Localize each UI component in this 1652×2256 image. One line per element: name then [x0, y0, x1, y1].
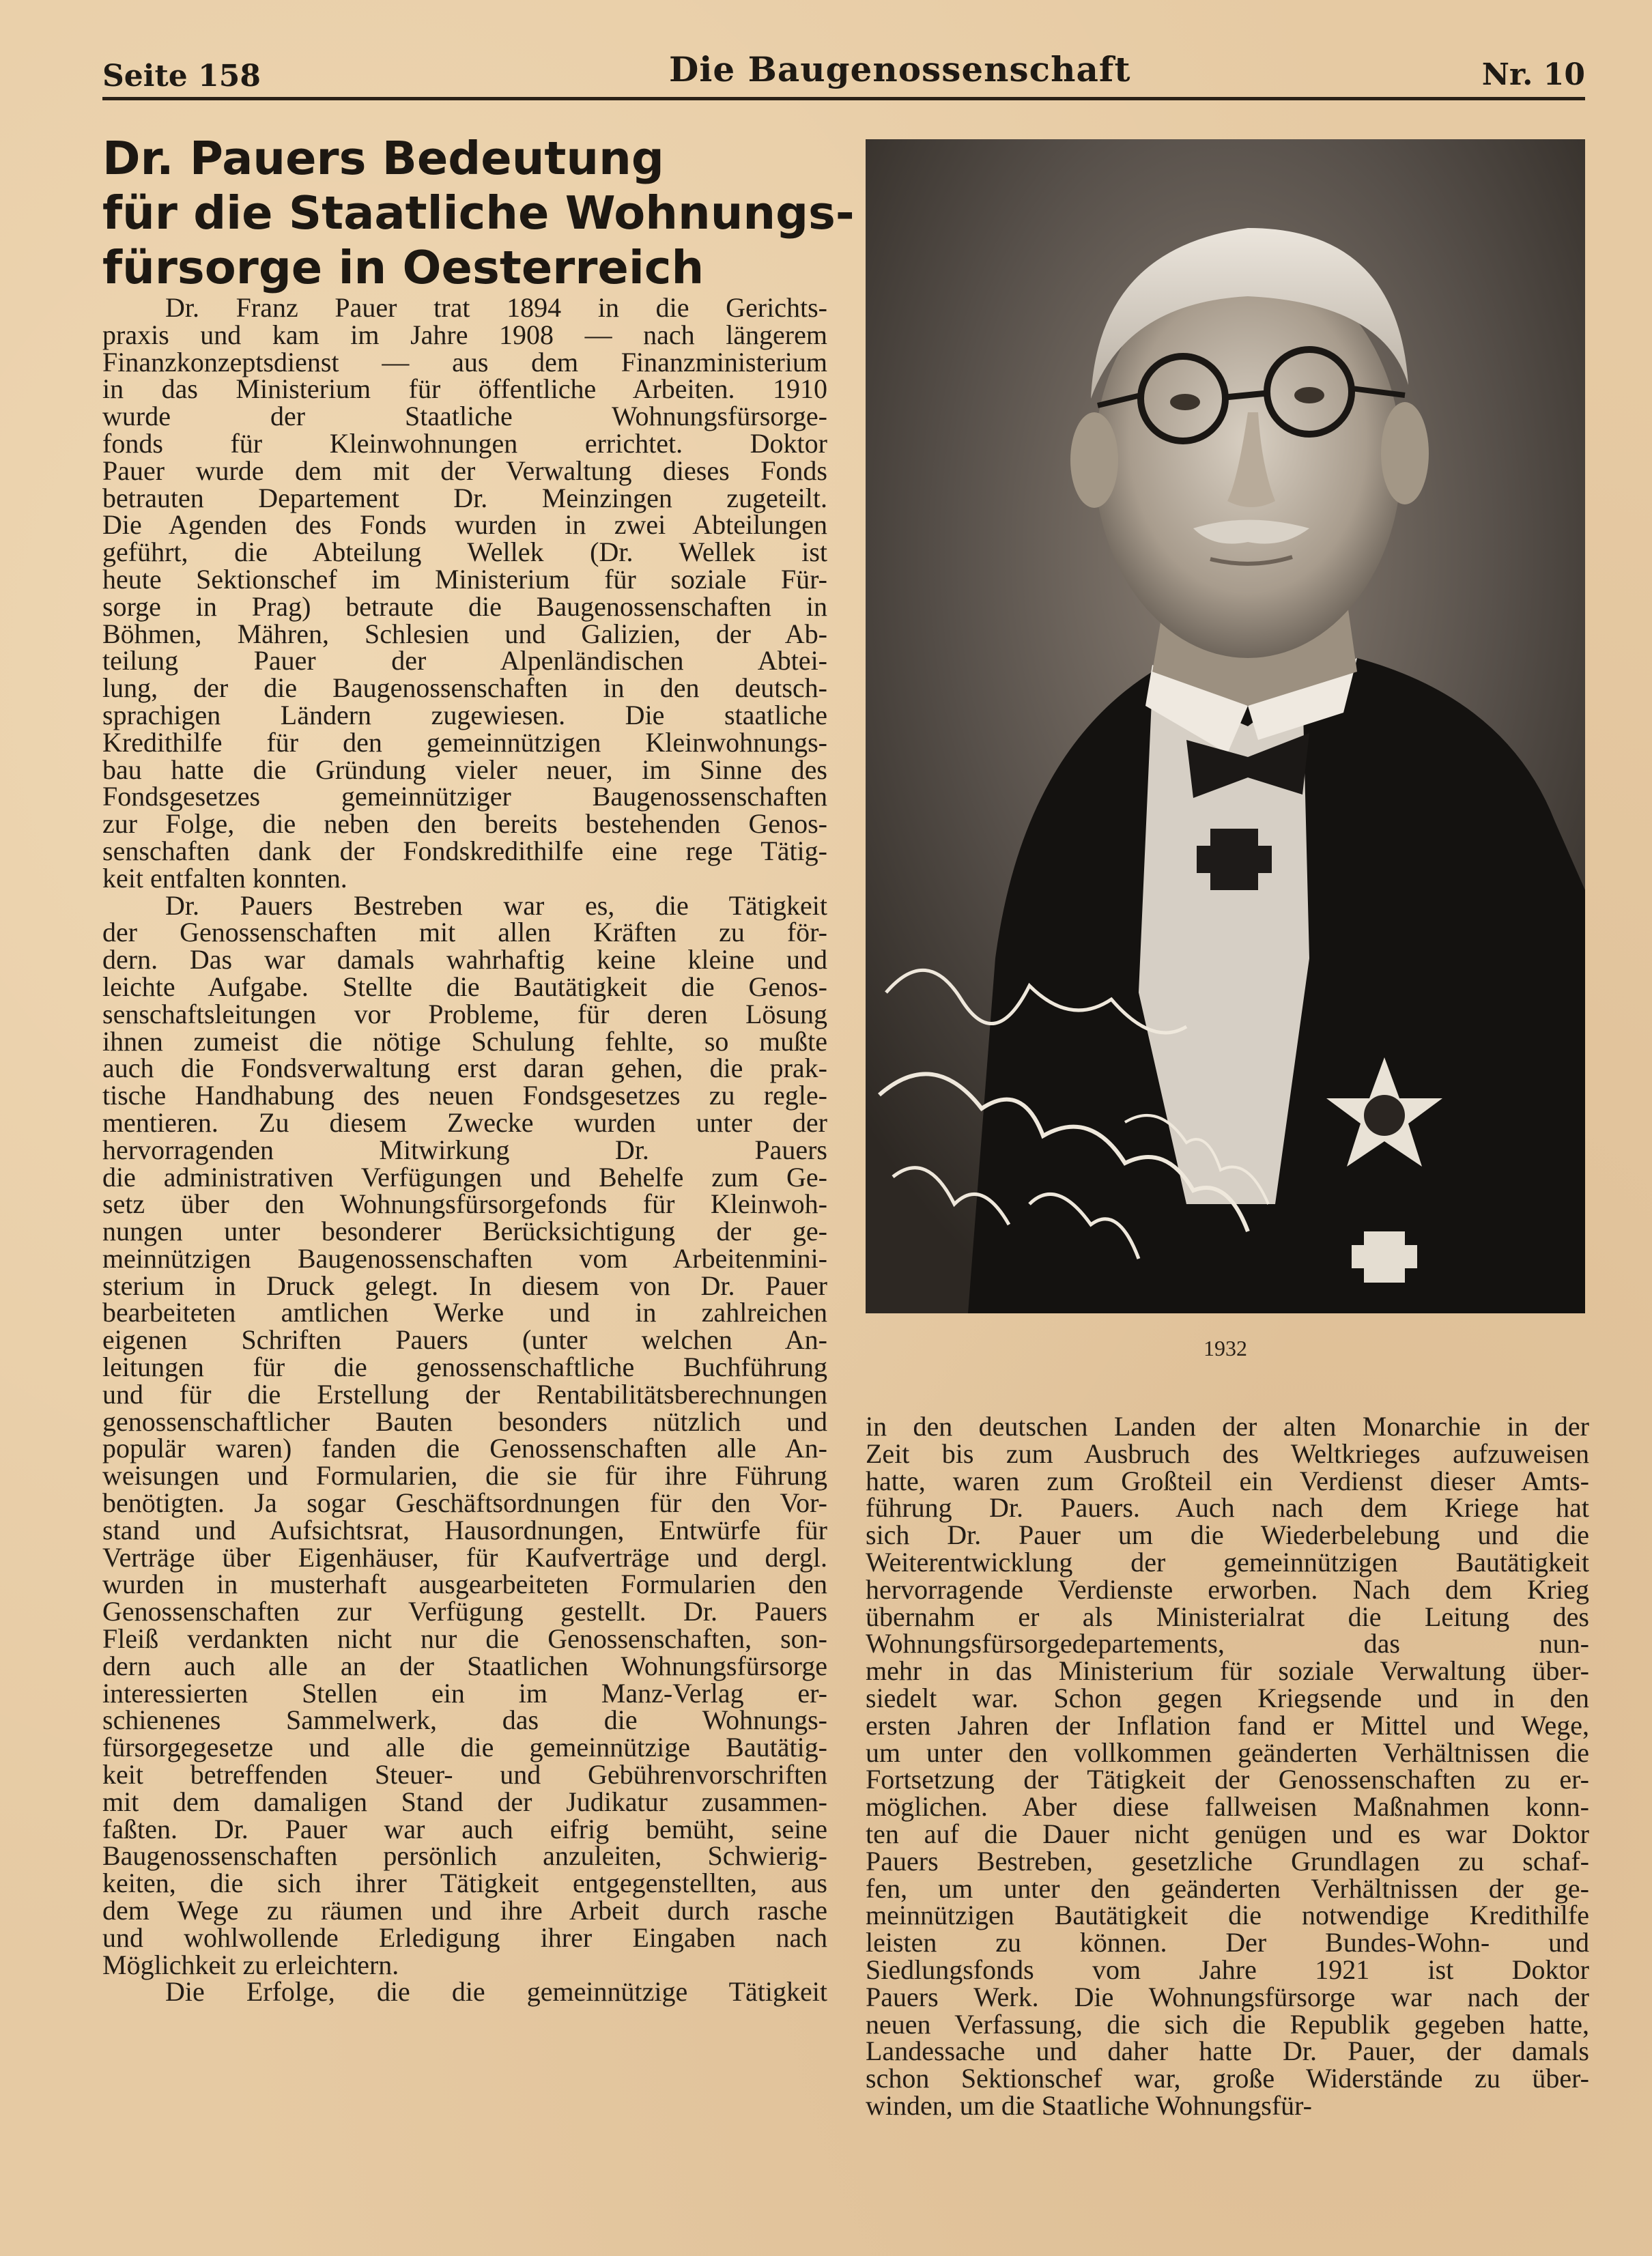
text-line: Pauers Bestreben, gesetzliche Grundlagen zu schaf- [866, 1845, 1589, 1876]
header-rule [102, 97, 1585, 100]
text-line: leitungen für die genossenschaftliche Buchführung [102, 1352, 827, 1383]
text-line: Die Erfolge, die die gemeinnützige Tätigkeit [165, 1976, 827, 2008]
text-line: Landessache und daher hatte Dr. Pauer, der damals [866, 2036, 1589, 2067]
text-line: heute Sektionschef im Ministerium für soziale Für- [102, 563, 827, 595]
text-line: lung, der die Baugenossenschaften in den deutsch- [102, 672, 827, 704]
text-line: Verträge über Eigenhäuser, für Kaufverträge und dergl. [102, 1541, 827, 1573]
text-line: Genossenschaften zur Verfügung gestellt. Dr. Pauers [102, 1596, 827, 1627]
text-line: Weiterentwicklung der gemeinnützigen Bautätigkeit [866, 1546, 1589, 1577]
text-line: bearbeiteten amtlichen Werke und in zahlreichen [102, 1297, 827, 1328]
text-line: Finanzkonzeptsdienst — aus dem Finanzministerium [102, 346, 827, 377]
text-line: übernahm er als Ministerialrat die Leitung des [866, 1601, 1589, 1632]
text-line: meinnützigen Baugenossenschaften vom Arbeitenmini- [102, 1242, 827, 1274]
text-line: sprachigen Ländern zugewiesen. Die staatliche [102, 699, 827, 730]
text-line: ihnen zumeist die nötige Schulung fehlte, so mußte [102, 1025, 827, 1057]
text-line: mit dem damaligen Stand der Judikatur zusammen- [102, 1786, 827, 1817]
text-line: genossenschaftlicher Bauten besonders nützlich und [102, 1405, 827, 1437]
text-line: und für die Erstellung der Rentabilitätsberechnungen [102, 1378, 827, 1410]
portrait-photo [866, 139, 1585, 1313]
text-line: in das Ministerium für öffentliche Arbeiten. 1910 [102, 373, 827, 405]
text-line: leichte Aufgabe. Stellte die Bautätigkeit die Genos- [102, 971, 827, 1002]
text-line: Wohnungsfürsorgedepartements, das nun- [866, 1628, 1589, 1659]
text-line: geführt, die Abteilung Wellek (Dr. Wellek ist [102, 537, 827, 568]
text-line: Die Agenden des Fonds wurden in zwei Abteilungen [102, 509, 827, 541]
text-line: Fondsgesetzes gemeinnütziger Baugenossenschaften [102, 781, 827, 812]
text-line: betrauten Departement Dr. Meinzingen zugeteilt. [102, 482, 827, 513]
text-line: faßten. Dr. Pauer war auch eifrig bemüht, seine [102, 1813, 827, 1844]
issue-number: Nr. 10 [1481, 57, 1585, 92]
text-line: Zeit bis zum Ausbruch des Weltkrieges aufzuweisen [866, 1438, 1589, 1469]
text-line: praxis und kam im Jahre 1908 — nach längerem [102, 319, 827, 350]
text-line: schienenes Sammelwerk, das die Wohnungs- [102, 1704, 827, 1736]
text-line: fürsorgegesetze und alle die gemeinnützige Bautätig- [102, 1732, 827, 1763]
text-line: sterium in Druck gelegt. In diesem von Dr. Pauer [102, 1270, 827, 1301]
text-line: siedelt war. Schon gegen Kriegsende und in den [866, 1682, 1589, 1713]
text-line: populär waren) fanden die Genossenschaften alle An- [102, 1433, 827, 1464]
headline-line: für die Staatliche Wohnungs- [102, 186, 855, 240]
text-line: senschaftsleitungen vor Probleme, für deren Lösung [102, 998, 827, 1029]
text-line: Dr. Pauers Bestreben war es, die Tätigkeit [165, 889, 827, 921]
text-line: auch die Fondsverwaltung erst daran gehen, die prak- [102, 1053, 827, 1084]
headline-line: fürsorge in Oesterreich [102, 241, 704, 294]
text-line: Pauers Werk. Die Wohnungsfürsorge war nach der [866, 1981, 1589, 2012]
text-line: keiten, die sich ihrer Tätigkeit entgegenstellten, aus [102, 1868, 827, 1899]
text-line: wurde der Staatliche Wohnungsfürsorge- [102, 401, 827, 432]
journal-title: Die Baugenossenschaft [669, 49, 1131, 89]
text-line: um unter den vollkommen geänderten Verhältnissen die [866, 1737, 1589, 1768]
text-line: stand und Aufsichtsrat, Hausordnungen, Entwürfe für [102, 1514, 827, 1545]
text-line: benötigten. Ja sogar Geschäftsordnungen für den Vor- [102, 1487, 827, 1519]
text-line: Siedlungsfonds vom Jahre 1921 ist Doktor [866, 1954, 1589, 1985]
text-line: sorge in Prag) betraute die Baugenossenschaften in [102, 590, 827, 622]
text-line: ten auf die Dauer nicht genügen und es war Doktor [866, 1818, 1589, 1849]
text-line: bau hatte die Gründung vieler neuer, im Sinne des [102, 754, 827, 785]
text-line: fonds für Kleinwohnungen errichtet. Doktor [102, 427, 827, 459]
text-line: wurden in musterhaft ausgearbeiteten Formularien den [102, 1569, 827, 1600]
page-header [102, 48, 1585, 102]
text-line: Böhmen, Mähren, Schlesien und Galizien, der Ab- [102, 618, 827, 649]
text-line: zur Folge, die neben den bereits bestehenden Genos- [102, 808, 827, 840]
text-line: hervorragende Verdienste erworben. Nach dem Krieg [866, 1573, 1589, 1605]
text-line: leisten zu können. Der Bundes-Wohn- und [866, 1927, 1589, 1958]
page-number: Seite 158 [102, 59, 261, 94]
text-line: meinnützigen Bautätigkeit die notwendige Kredithilfe [866, 1900, 1589, 1931]
text-line: Möglichkeit zu erleichtern. [102, 1949, 399, 1980]
text-line: führung Dr. Pauers. Auch nach dem Kriege hat [866, 1492, 1589, 1524]
text-line: mehr in das Ministerium für soziale Verwaltung über- [866, 1655, 1589, 1687]
text-column-right [866, 1413, 1589, 2119]
text-line: nungen unter besonderer Berücksichtigung der ge- [102, 1216, 827, 1247]
text-line: teilung Pauer der Alpenländischen Abtei- [102, 645, 827, 676]
text-line: dern auch alle an der Staatlichen Wohnungsfürsorge [102, 1650, 827, 1681]
text-line: sich Dr. Pauer um die Wiederbelebung und die [866, 1519, 1589, 1551]
text-line: setz über den Wohnungsfürsorgefonds für Kleinwoh- [102, 1188, 827, 1220]
text-line: keit entfalten konnten. [102, 862, 347, 894]
article-headline [102, 131, 855, 295]
text-line: hervorragenden Mitwirkung Dr. Pauers [102, 1134, 827, 1165]
text-line: Fortsetzung der Tätigkeit der Genossenschaften zu er- [866, 1764, 1589, 1795]
text-line: weisungen und Formularien, die sie für ihre Führung [102, 1460, 827, 1491]
text-line: hatte, waren zum Großteil ein Verdienst dieser Amts- [866, 1465, 1589, 1496]
text-column-left [102, 292, 827, 2008]
photo-caption: 1932 [1204, 1336, 1247, 1360]
text-line: Dr. Franz Pauer trat 1894 in die Gerichts- [165, 292, 827, 323]
text-line: keit betreffenden Steuer- und Gebührenvorschriften [102, 1759, 827, 1790]
text-line: Pauer wurde dem mit der Verwaltung dieses Fonds [102, 455, 827, 486]
text-line: dern. Das war damals wahrhaftig keine kleine und [102, 944, 827, 975]
text-line: mentieren. Zu diesem Zwecke wurden unter der [102, 1106, 827, 1138]
text-line: interessierten Stellen ein im Manz-Verlag er- [102, 1677, 827, 1709]
text-line: möglichen. Aber diese fallweisen Maßnahmen konn- [866, 1791, 1589, 1823]
text-line: senschaften dank der Fondskredithilfe eine rege Tätig- [102, 835, 827, 866]
text-line: in den deutschen Landen der alten Monarchie in der [866, 1411, 1589, 1442]
text-line: der Genossenschaften mit allen Kräften zu för- [102, 917, 827, 948]
text-line: Baugenossenschaften persönlich anzuleiten, Schwierig- [102, 1840, 827, 1872]
text-line: die administrativen Verfügungen und Behelfe zum Ge- [102, 1161, 827, 1193]
text-line: dem Wege zu räumen und ihre Arbeit durch rasche [102, 1895, 827, 1926]
text-line: Kredithilfe für den gemeinnützigen Kleinwohnungs- [102, 726, 827, 758]
text-line: winden, um die Staatliche Wohnungsfür- [866, 2089, 1313, 2121]
text-line: neuen Verfassung, die sich die Republik gegeben hatte, [866, 2008, 1589, 2040]
text-line: tische Handhabung des neuen Fondsgesetzes zu regle- [102, 1080, 827, 1111]
text-line: schon Sektionschef war, große Widerstände zu über- [866, 2063, 1589, 2094]
portrait-icon [866, 139, 1585, 1313]
headline-line: Dr. Pauers Bedeutung [102, 132, 664, 185]
text-line: und wohlwollende Erledigung ihrer Eingaben nach [102, 1922, 827, 1953]
text-line: Fleiß verdankten nicht nur die Genossenschaften, son- [102, 1623, 827, 1655]
text-line: eigenen Schriften Pauers (unter welchen An- [102, 1324, 827, 1356]
text-line: ersten Jahren der Inflation fand er Mittel und Wege, [866, 1709, 1589, 1741]
text-line: fen, um unter den geänderten Verhältnissen der ge- [866, 1872, 1589, 1904]
